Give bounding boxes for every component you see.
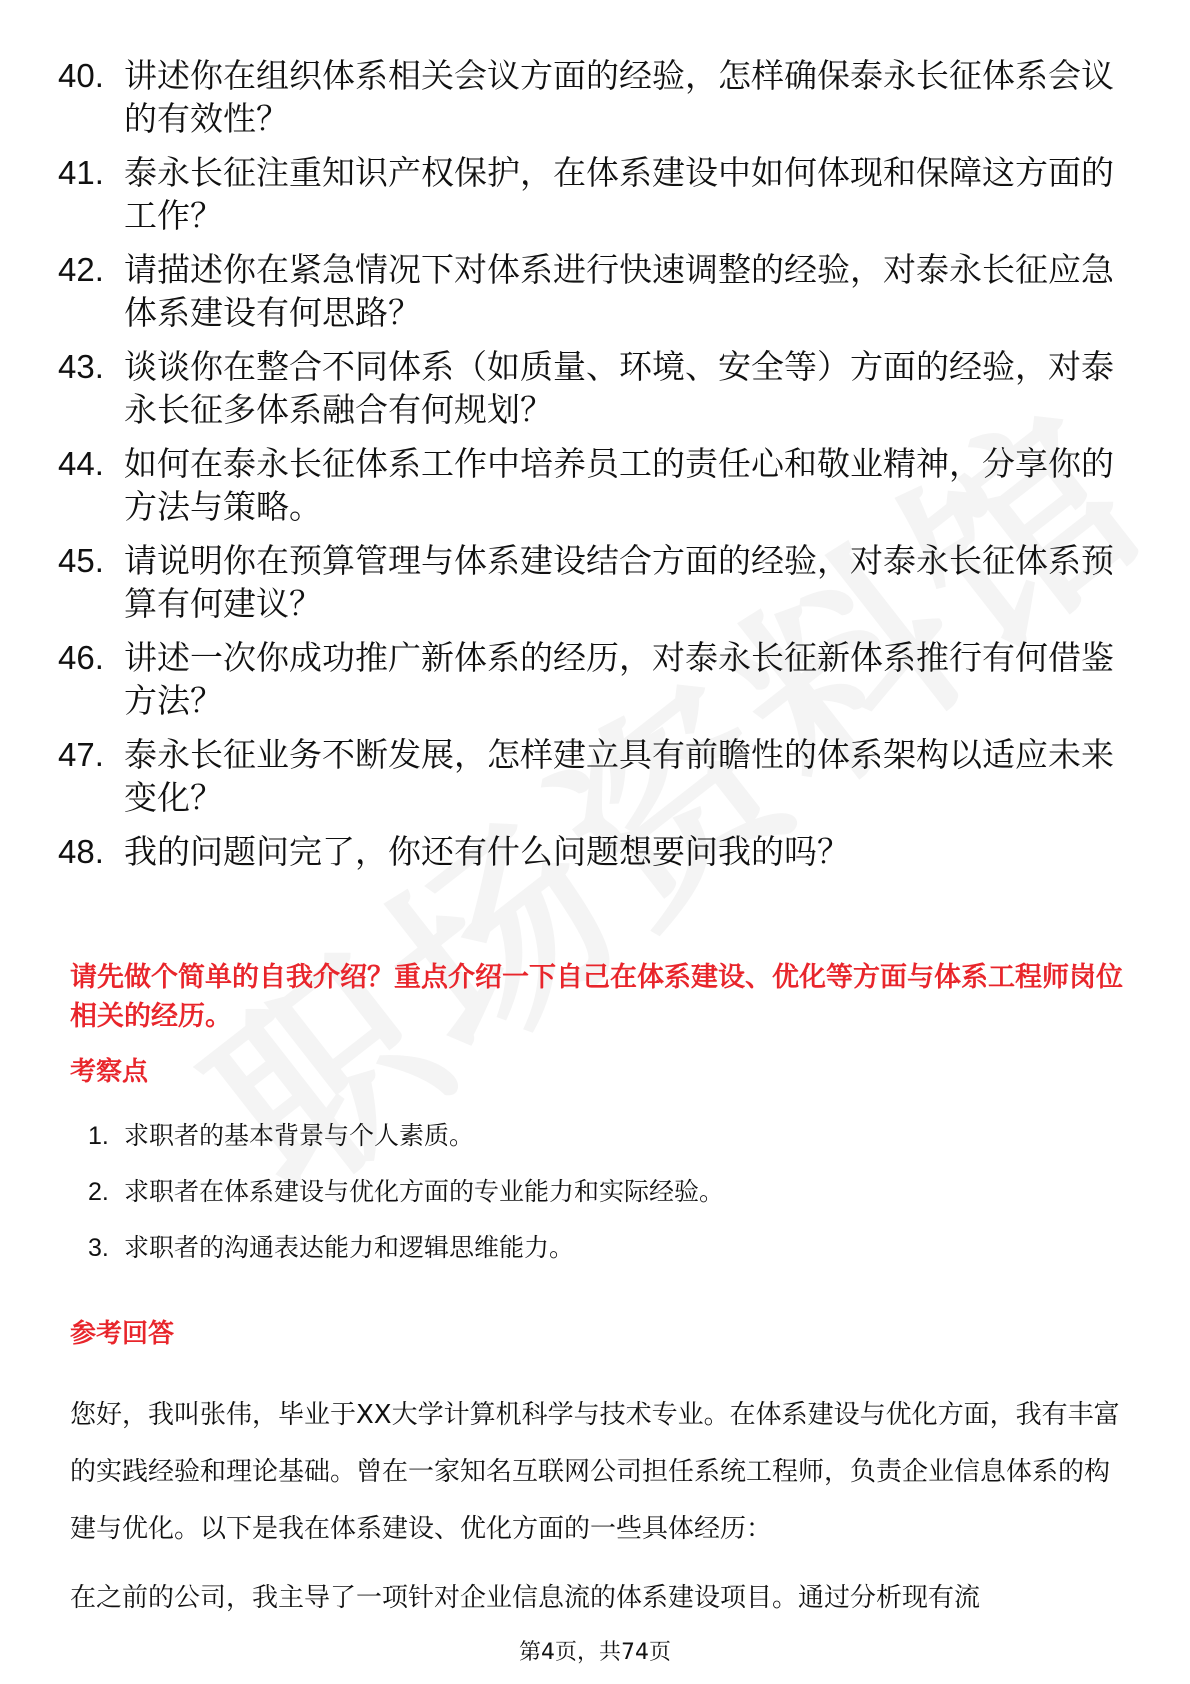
question-number: 44.: [58, 445, 104, 482]
question-text: 我的问题问完了，你还有什么问题想要问我的吗？: [124, 832, 850, 871]
question-list: [58, 54, 1118, 884]
question-item: [58, 151, 1118, 237]
question-item: [58, 442, 1118, 528]
assessment-point: [70, 1230, 1110, 1266]
assessment-points-label: 考察点: [70, 1057, 149, 1087]
question-item: [58, 733, 1118, 819]
question-number: 45.: [58, 542, 104, 579]
question-number: 41.: [58, 154, 104, 191]
question-text: 谈谈你在整合不同体系（如质量、环境、安全等）方面的经验，对泰永长征多体系融合有何规划？: [124, 347, 1114, 429]
point-text: 求职者的基本背景与个人素质。: [124, 1121, 475, 1150]
assessment-point: [70, 1118, 1110, 1154]
question-number: 46.: [58, 639, 104, 676]
question-number: 48.: [58, 833, 104, 870]
interview-question-heading: 请先做个简单的自我介绍？重点介绍一下自己在体系建设、优化等方面与体系工程师岗位相关的经历。: [70, 962, 1123, 1032]
question-number: 40.: [58, 57, 104, 94]
point-number: 2.: [88, 1178, 109, 1206]
question-item: [58, 54, 1118, 140]
answer-paragraph: 您好，我叫张伟，毕业于XX大学计算机科学与技术专业。在体系建设与优化方面，我有丰富的实践经验和理论基础。曾在一家知名互联网公司担任系统工程师，负责企业信息体系的构建与优化。以下是我在体系建设、优化方面的一些具体经历：: [70, 1400, 1120, 1544]
answer-paragraph: 在之前的公司，我主导了一项针对企业信息流的体系建设项目。通过分析现有流: [70, 1583, 981, 1613]
question-item: [58, 345, 1118, 431]
question-text: 讲述一次你成功推广新体系的经历，对泰永长征新体系推行有何借鉴方法？: [124, 638, 1114, 720]
question-number: 42.: [58, 251, 104, 288]
point-number: 3.: [88, 1234, 109, 1262]
question-item: [58, 248, 1118, 334]
question-text: 如何在泰永长征体系工作中培养员工的责任心和敬业精神，分享你的方法与策略。: [124, 444, 1114, 526]
assessment-points-list: [70, 1118, 1110, 1286]
question-item: [58, 830, 1118, 873]
question-text: 请说明你在预算管理与体系建设结合方面的经验，对泰永长征体系预算有何建议？: [124, 541, 1114, 623]
question-item: [58, 636, 1118, 722]
reference-answer-label: 参考回答: [70, 1319, 175, 1349]
question-text: 讲述你在组织体系相关会议方面的经验，怎样确保泰永长征体系会议的有效性？: [124, 56, 1114, 138]
question-number: 43.: [58, 348, 104, 385]
question-text: 请描述你在紧急情况下对体系进行快速调整的经验，对泰永长征应急体系建设有何思路？: [124, 250, 1114, 332]
question-text: 泰永长征注重知识产权保护，在体系建设中如何体现和保障这方面的工作？: [124, 153, 1114, 235]
point-number: 1.: [88, 1122, 109, 1150]
assessment-point: [70, 1174, 1110, 1210]
point-text: 求职者在体系建设与优化方面的专业能力和实际经验。: [124, 1177, 725, 1206]
question-item: [58, 539, 1118, 625]
point-text: 求职者的沟通表达能力和逻辑思维能力。: [124, 1233, 575, 1262]
page-footer: 第4页，共74页: [519, 1640, 671, 1665]
question-number: 47.: [58, 736, 104, 773]
question-text: 泰永长征业务不断发展，怎样建立具有前瞻性的体系架构以适应未来变化？: [124, 735, 1114, 817]
